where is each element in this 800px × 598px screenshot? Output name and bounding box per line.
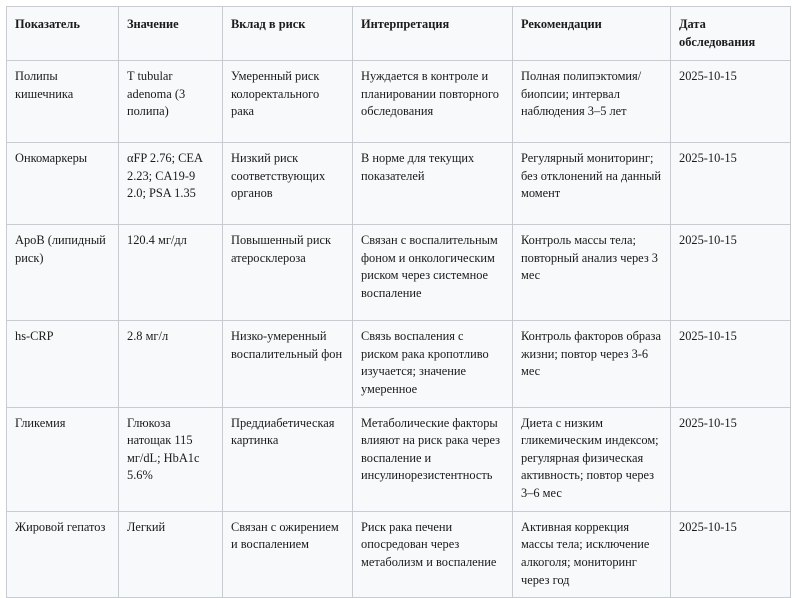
cell-risk-contrib: Преддиабетическая картинка — [223, 408, 353, 512]
cell-interpretation: В норме для текущих показателей — [353, 143, 513, 225]
column-header-indicator[interactable]: Показатель — [7, 7, 119, 61]
cell-indicator: Онкомаркеры — [7, 143, 119, 225]
cell-value: 120.4 мг/дл — [119, 225, 223, 321]
table-header-row — [7, 7, 791, 61]
cell-exam-date: 2025-10-15 — [671, 143, 791, 225]
cell-value: Легкий — [119, 512, 223, 598]
cell-indicator: ApoB (липидный риск) — [7, 225, 119, 321]
cell-recommendations: Диета с низким гликемическим индексом; регулярная физическая активность; повтор через 3–6 мес — [513, 408, 671, 512]
table-row — [7, 143, 791, 225]
cell-indicator: Полипы кишечника — [7, 61, 119, 143]
table-body — [7, 61, 791, 598]
cell-exam-date: 2025-10-15 — [671, 225, 791, 321]
cell-recommendations: Регулярный мониторинг; без отклонений на данный момент — [513, 143, 671, 225]
table-row — [7, 61, 791, 143]
cell-value: Глюкоза натощак 115 мг/dL; HbA1c 5.6% — [119, 408, 223, 512]
cell-exam-date: 2025-10-15 — [671, 61, 791, 143]
table-row — [7, 321, 791, 407]
table-row — [7, 512, 791, 598]
risk-indicators-table — [6, 6, 791, 598]
cell-value: T tubular adenoma (3 полипа) — [119, 61, 223, 143]
cell-indicator: Жировой гепатоз — [7, 512, 119, 598]
cell-interpretation: Риск рака печени опосредован через метаболизм и воспаление — [353, 512, 513, 598]
cell-exam-date: 2025-10-15 — [671, 408, 791, 512]
cell-interpretation: Связан с воспалительным фоном и онкологическим риском через системное воспаление — [353, 225, 513, 321]
column-header-value[interactable]: Значение — [119, 7, 223, 61]
cell-interpretation: Связь воспаления с риском рака кропотливо изучается; значение умеренное — [353, 321, 513, 407]
cell-indicator: hs-CRP — [7, 321, 119, 407]
cell-indicator: Гликемия — [7, 408, 119, 512]
cell-recommendations: Активная коррекция массы тела; исключение алкоголя; мониторинг через год — [513, 512, 671, 598]
cell-interpretation: Нуждается в контроле и планировании повторного обследования — [353, 61, 513, 143]
cell-risk-contrib: Повышенный риск атеросклероза — [223, 225, 353, 321]
column-header-risk-contrib[interactable]: Вклад в риск — [223, 7, 353, 61]
cell-interpretation: Метаболические факторы влияют на риск рака через воспаление и инсулинорезистентность — [353, 408, 513, 512]
cell-risk-contrib: Связан с ожирением и воспалением — [223, 512, 353, 598]
column-header-exam-date[interactable]: Дата обследования — [671, 7, 791, 61]
cell-value: αFP 2.76; CEA 2.23; CA19-9 2.0; PSA 1.35 — [119, 143, 223, 225]
cell-value: 2.8 мг/л — [119, 321, 223, 407]
cell-exam-date: 2025-10-15 — [671, 512, 791, 598]
table-header — [7, 7, 791, 61]
cell-recommendations: Контроль факторов образа жизни; повтор через 3-6 мес — [513, 321, 671, 407]
cell-exam-date: 2025-10-15 — [671, 321, 791, 407]
cell-recommendations: Полная полипэктомия/биопсии; интервал наблюдения 3–5 лет — [513, 61, 671, 143]
table-row — [7, 225, 791, 321]
column-header-recommendations[interactable]: Рекомендации — [513, 7, 671, 61]
cell-risk-contrib: Низкий риск соответствующих органов — [223, 143, 353, 225]
cell-risk-contrib: Низко-умеренный воспалительный фон — [223, 321, 353, 407]
table-row — [7, 408, 791, 512]
cell-recommendations: Контроль массы тела; повторный анализ через 3 мес — [513, 225, 671, 321]
cell-risk-contrib: Умеренный риск колоректального рака — [223, 61, 353, 143]
column-header-interpretation[interactable]: Интерпретация — [353, 7, 513, 61]
